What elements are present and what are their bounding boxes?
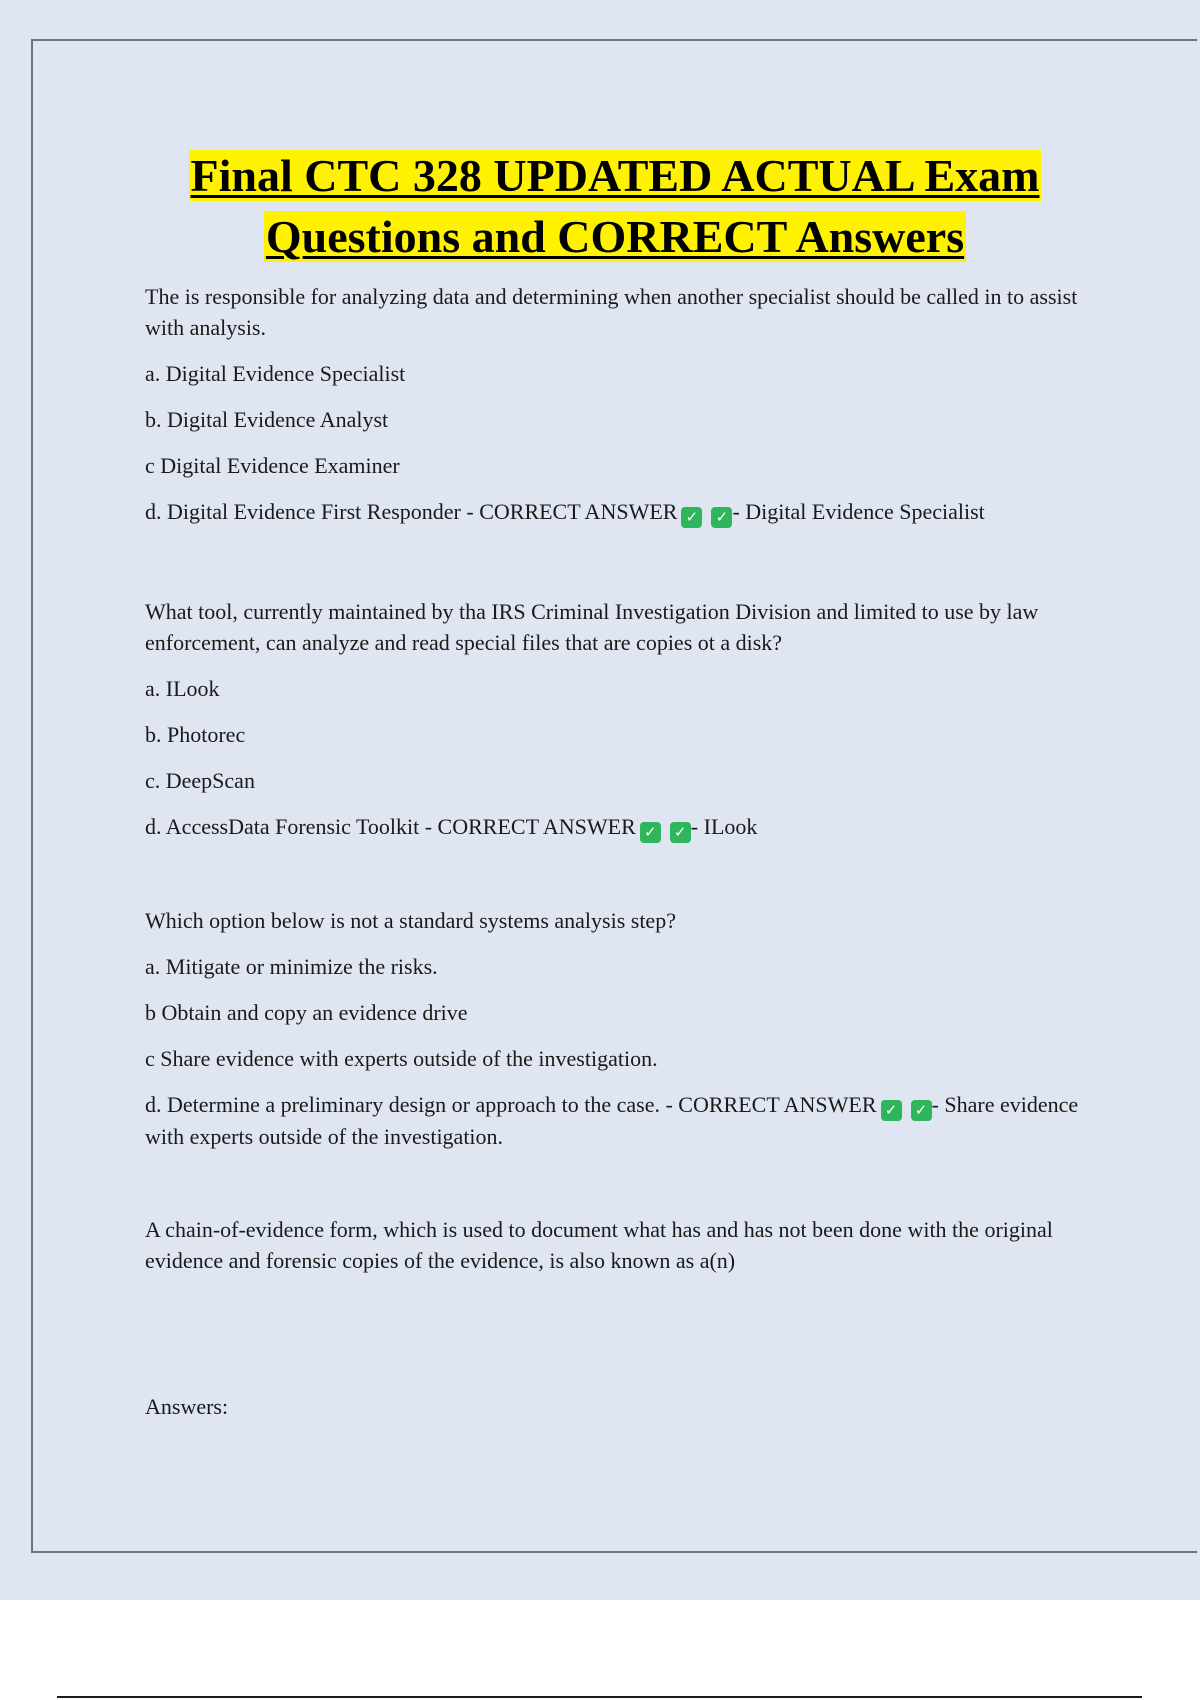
question-3-option-b: b Obtain and copy an evidence drive <box>145 1000 468 1025</box>
question-2-text: What tool, currently maintained by tha IRS Criminal Investigation Division and limited to use by law enforcement, can analyze and read special files that are copies ot a disk? <box>145 599 1039 655</box>
question-3-option-a: a. Mitigate or minimize the risks. <box>145 954 438 979</box>
question-2-option-a: a. ILook <box>145 676 220 701</box>
question-1-option-a: a. Digital Evidence Specialist <box>145 361 406 386</box>
question-3-option-d <box>145 1089 1095 1152</box>
question-1-option-d-text: d. Digital Evidence First Responder - CORRECT ANSWER <box>145 499 678 524</box>
question-1-option-d <box>145 496 1095 528</box>
check-icon: ✓ <box>670 822 691 843</box>
question-4-text: A chain-of-evidence form, which is used to document what has and has not been done with the original evidence and forensic copies of the evidence, is also known as a(n) <box>145 1217 1053 1273</box>
question-2-option-c: c. DeepScan <box>145 768 255 793</box>
check-icon: ✓ <box>881 1100 902 1121</box>
footer-divider <box>57 1696 1142 1698</box>
question-3-text: Which option below is not a standard systems analysis step? <box>145 908 676 933</box>
check-icon: ✓ <box>911 1100 932 1121</box>
question-3-option-d-text: d. Determine a preliminary design or approach to the case. - CORRECT ANSWER <box>145 1092 877 1117</box>
question-3-option-c: c Share evidence with experts outside of the investigation. <box>145 1046 658 1071</box>
question-1-option-b: b. Digital Evidence Analyst <box>145 407 389 432</box>
question-2-answer: - ILook <box>690 814 758 839</box>
title-line-2: Questions and CORRECT Answers <box>265 211 965 262</box>
check-icon: ✓ <box>681 507 702 528</box>
title-line-1: Final CTC 328 UPDATED ACTUAL Exam <box>190 150 1040 201</box>
question-1-option-c: c Digital Evidence Examiner <box>145 453 400 478</box>
question-2-option-d-text: d. AccessData Forensic Toolkit - CORRECT ANSWER <box>145 814 636 839</box>
question-list <box>145 281 1095 1291</box>
question-1-text: The is responsible for analyzing data and determining when another specialist should be called in to assist with analysis. <box>145 284 1078 340</box>
check-icon: ✓ <box>711 507 732 528</box>
answers-label: Answers: <box>145 1394 229 1419</box>
question-2-option-b: b. Photorec <box>145 722 246 747</box>
question-1-answer: - Digital Evidence Specialist <box>732 499 985 524</box>
document-title <box>60 145 1170 267</box>
question-3-answer: - Share evidence with experts outside of the investigation. <box>145 1092 1079 1149</box>
spacer <box>145 843 1095 905</box>
spacer <box>145 528 1095 596</box>
check-icon: ✓ <box>640 822 661 843</box>
question-2-option-d <box>145 811 1095 843</box>
spacer <box>145 1152 1095 1214</box>
